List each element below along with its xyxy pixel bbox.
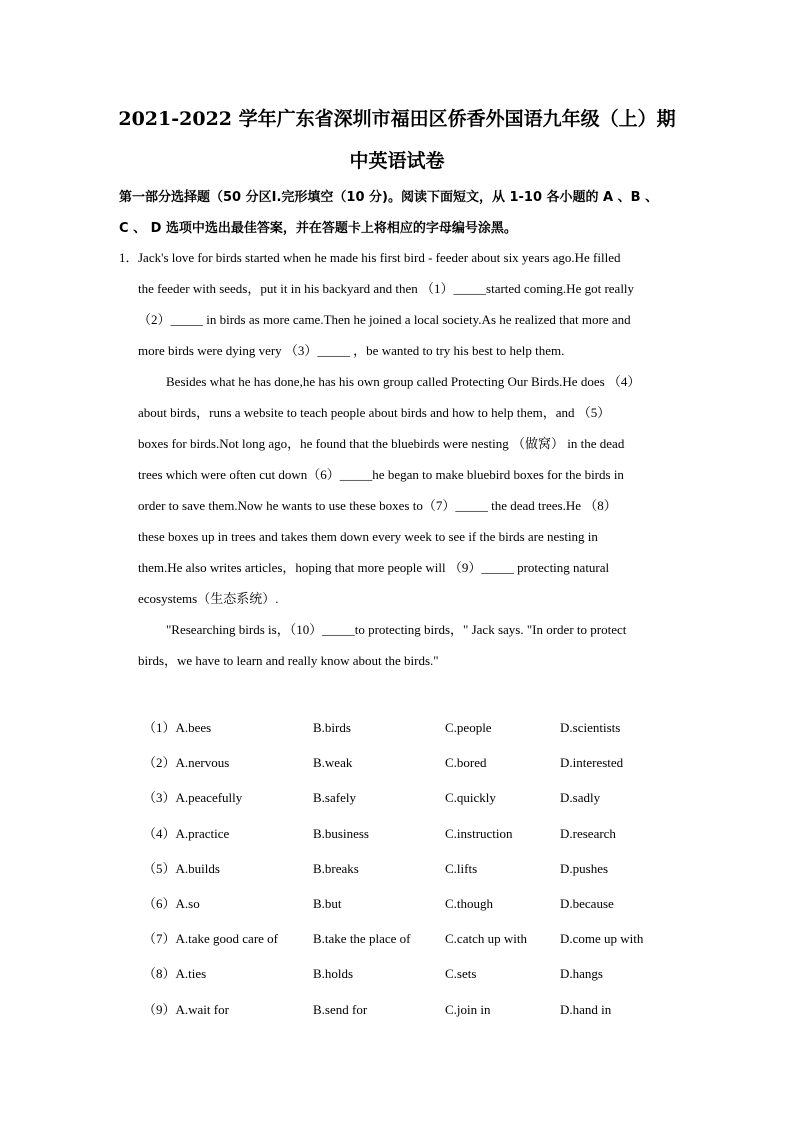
passage-line: ecosystems（生态系统）. xyxy=(138,591,279,606)
option-b: B.birds xyxy=(313,720,351,735)
option-row-5 xyxy=(143,853,703,888)
option-row-8 xyxy=(143,958,703,993)
passage-line: boxes for birds.Not long ago，he found that the bluebirds were nesting （做窝） in the dead xyxy=(138,436,625,451)
document-title-line-2: 中英语试卷 xyxy=(349,150,445,172)
option-d: D.research xyxy=(560,825,616,841)
passage-line: Jack's love for birds started when he made his first bird - feeder about six years ago.He filled xyxy=(138,250,621,265)
option-d: D.come up with xyxy=(560,931,644,947)
passage-line: them.He also writes articles，hoping that more people will （9）_____ protecting natural xyxy=(138,560,610,575)
passage-line: "Researching birds is，（10）_____to protecting birds，" Jack says. "In order to protect xyxy=(166,622,627,637)
passage-line: trees which were often cut down（6）_____he began to make bluebird boxes for the birds in xyxy=(138,467,624,482)
option-a: （2）A.nervous xyxy=(143,755,230,771)
option-a: （3）A.peacefully xyxy=(143,790,243,806)
option-c: C.join in xyxy=(445,1001,491,1017)
option-d: D.pushes xyxy=(560,860,609,876)
option-b: B.breaks xyxy=(313,860,359,876)
option-c: C.bored xyxy=(445,755,487,771)
passage-line: order to save them.Now he wants to use these boxes to（7）_____ the dead trees.He （8） xyxy=(138,498,617,513)
option-d: D.hand in xyxy=(560,1001,612,1017)
passage-paragraph-1 xyxy=(138,242,678,676)
section-instruction-line: C 、 D 选项中选出最佳答案，并在答题卡上将相应的字母编号涂黑。 xyxy=(119,221,517,236)
option-a: （4）A.practice xyxy=(143,825,230,841)
option-a: （9）A.wait for xyxy=(143,1001,229,1017)
option-b: B.but xyxy=(313,895,342,911)
option-row-2 xyxy=(143,747,703,782)
passage-line: Besides what he has done,he has his own group called Protecting Our Birds.He does （4） xyxy=(166,374,641,389)
option-a: （5）A.builds xyxy=(143,860,220,876)
question-number: 1． xyxy=(119,250,139,265)
option-a: （6）A.so xyxy=(143,895,200,911)
option-d: D.scientists xyxy=(560,720,621,735)
option-row-6 xyxy=(143,888,703,923)
option-row-4 xyxy=(143,818,703,853)
option-c: C.quickly xyxy=(445,790,496,806)
option-b: B.holds xyxy=(313,966,354,982)
option-row-7 xyxy=(143,923,703,958)
option-row-1 xyxy=(143,712,703,747)
option-c: C.lifts xyxy=(445,860,478,876)
option-a: （1）A.bees xyxy=(143,720,212,735)
option-b: B.take the place of xyxy=(313,931,411,947)
passage-line: more birds were dying very （3）_____ ，be wanted to try his best to help them. xyxy=(138,343,565,358)
option-a: （8）A.ties xyxy=(143,966,207,982)
option-a: （7）A.take good care of xyxy=(143,931,279,947)
passage-line: birds，we have to learn and really know about the birds." xyxy=(138,653,439,668)
option-b: B.safely xyxy=(313,790,356,806)
document-title-line-1: 2021-2022 学年广东省深圳市福田区侨香外国语九年级（上）期 xyxy=(118,108,676,130)
option-c: C.catch up with xyxy=(445,931,527,947)
option-c: C.sets xyxy=(445,966,477,982)
option-b: B.business xyxy=(313,825,369,841)
option-d: D.because xyxy=(560,895,614,911)
option-row-9 xyxy=(143,994,703,1029)
answer-options xyxy=(143,712,703,1029)
section-instructions xyxy=(119,182,689,244)
passage-line: these boxes up in trees and takes them down every week to see if the birds are nesting in xyxy=(138,529,598,544)
section-instruction-line: 第一部分选择题（50 分区Ⅰ.完形填空（10 分)。阅读下面短文，从 1-10 各小题的 A 、B 、 xyxy=(119,190,659,205)
option-c: C.instruction xyxy=(445,825,513,841)
passage-line: the feeder with seeds，put it in his backyard and then （1）_____started coming.He got really xyxy=(138,281,635,296)
passage-line: （2）_____ in birds as more came.Then he joined a local society.As he realized that more and xyxy=(138,312,631,327)
option-c: C.people xyxy=(445,720,492,735)
option-d: D.hangs xyxy=(560,966,603,982)
option-row-3 xyxy=(143,782,703,817)
option-b: B.send for xyxy=(313,1001,368,1017)
option-c: C.though xyxy=(445,895,494,911)
option-d: D.sadly xyxy=(560,790,601,806)
option-d: D.interested xyxy=(560,755,624,771)
option-b: B.weak xyxy=(313,755,353,771)
passage-line: about birds，runs a website to teach people about birds and how to help them，and （5） xyxy=(138,405,611,420)
